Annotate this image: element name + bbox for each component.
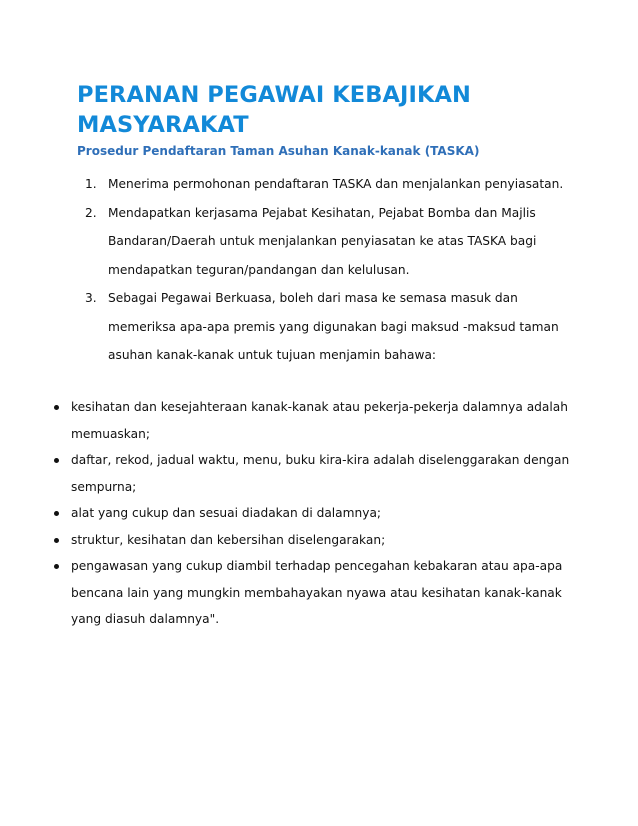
item-text: Mendapatkan kerjasama Pejabat Kesihatan, Pejabat Bomba dan Majlis Bandaran/Daerah untuk menjalankan penyiasatan ke atas TASKA bagi mendapatkan teguran/pandangan dan kelulusan. — [108, 205, 537, 277]
bullet-item — [52, 394, 572, 447]
bullet-icon — [54, 564, 59, 569]
bullet-item — [52, 527, 572, 554]
page-subtitle: Prosedur Pendaftaran Taman Asuhan Kanak-kanak (TASKA) — [77, 144, 480, 158]
bullet-item — [52, 553, 572, 633]
bullet-text: daftar, rekod, jadual waktu, menu, buku kira-kira adalah diselenggarakan dengan sempurna; — [71, 453, 570, 494]
bullet-icon — [54, 405, 59, 410]
numbered-item — [77, 284, 577, 370]
bullet-list — [52, 394, 572, 633]
item-text: Menerima permohonan pendaftaran TASKA dan menjalankan penyiasatan. — [108, 177, 564, 191]
bullet-text: struktur, kesihatan dan kebersihan diselengarakan; — [71, 532, 386, 547]
item-number: 1. — [85, 177, 97, 191]
page-title: PERANAN PEGAWAI KEBAJIKAN MASYARAKAT — [77, 82, 471, 138]
numbered-item — [77, 199, 577, 285]
item-number: 2. — [85, 205, 97, 220]
bullet-icon — [54, 458, 59, 463]
bullet-text: alat yang cukup dan sesuai diadakan di dalamnya; — [71, 506, 382, 520]
item-number: 3. — [85, 291, 97, 305]
bullet-icon — [54, 511, 59, 516]
bullet-icon — [54, 538, 59, 543]
bullet-text: pengawasan yang cukup diambil terhadap pencegahan kebakaran atau apa-apa bencana lain yang mungkin membahayakan nyawa atau kesihatan kanak-kanak yang diasuh dalamnya". — [71, 559, 563, 626]
numbered-list — [77, 170, 577, 370]
bullet-item — [52, 447, 572, 500]
item-text: Sebagai Pegawai Berkuasa, boleh dari masa ke semasa masuk dan memeriksa apa-apa premis yang digunakan bagi maksud -maksud taman asuhan kanak-kanak untuk tujuan menjamin bahawa: — [108, 291, 559, 362]
bullet-item — [52, 500, 572, 527]
numbered-item — [77, 170, 577, 199]
bullet-text: kesihatan dan kesejahteraan kanak-kanak atau pekerja-pekerja dalamnya adalah memuaskan; — [71, 400, 568, 441]
